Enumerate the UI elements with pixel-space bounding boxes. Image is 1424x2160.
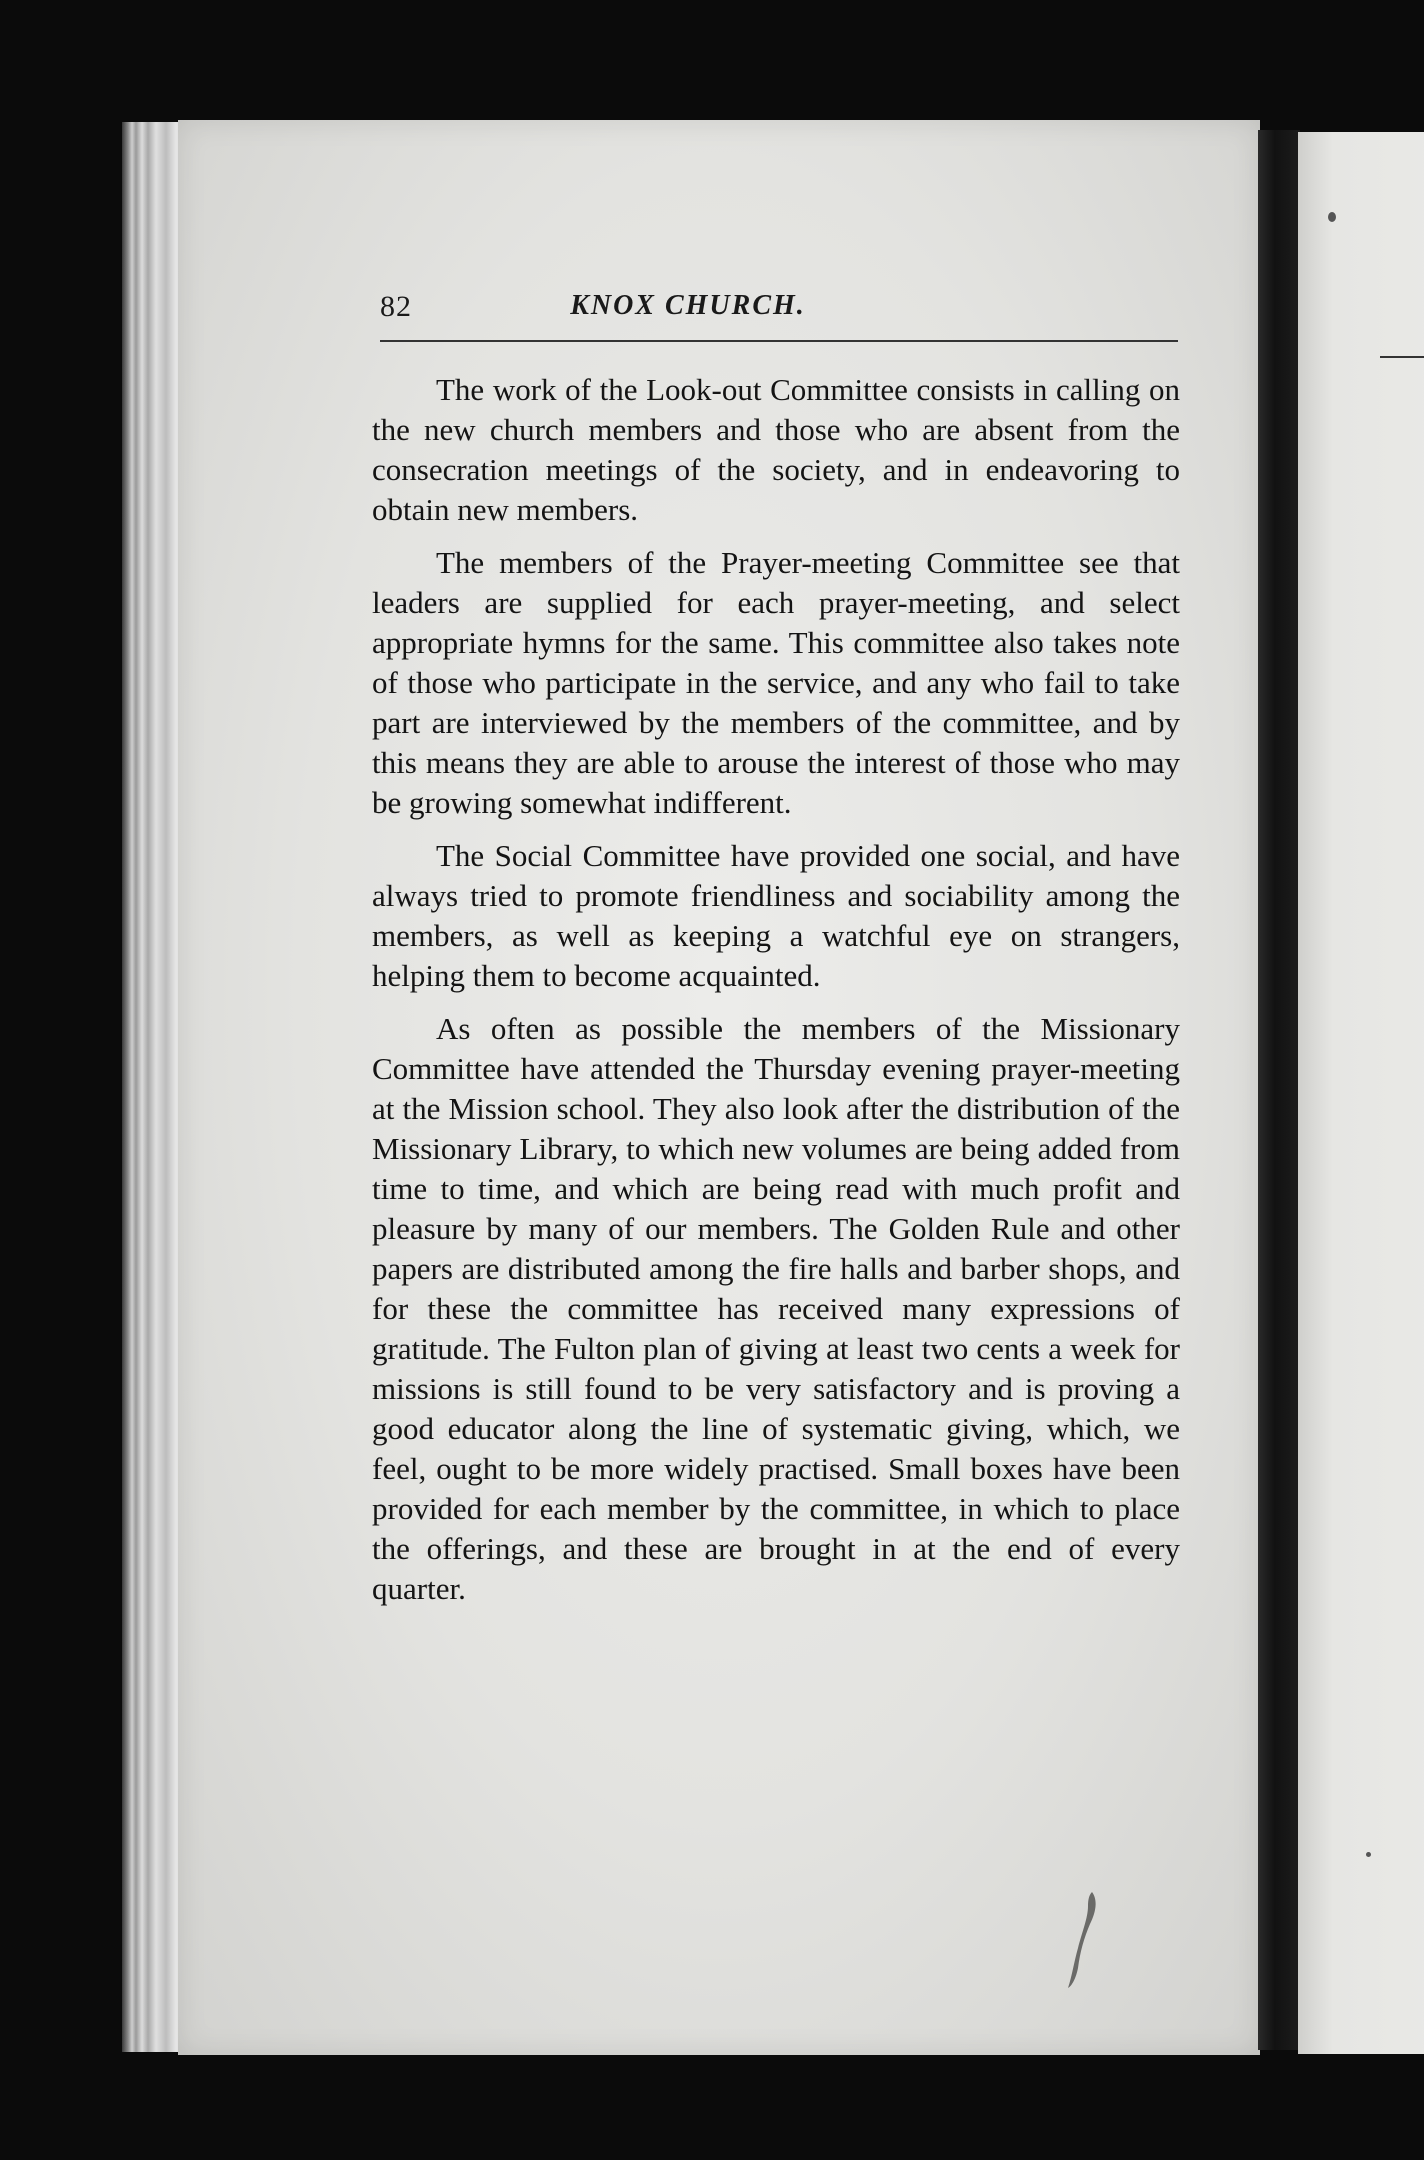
paragraph-lookout-committee: The work of the Look-out Committee consists in calling on the new church members and those who are absent from the consecration meetings of the society, and in endeavoring to obtain new members.	[372, 372, 1180, 527]
book-gutter	[1258, 130, 1300, 2050]
paragraph-prayer-meeting-committee: The members of the Prayer-meeting Committee see that leaders are supplied for each prayer-meeting, and select appropriate hymns for the same. This committee also takes note of those who participate in the service, and any who fail to take part are interviewed by the members of the committee, and by this means they are able to arouse the interest of those who may be growing somewhat indifferent.	[372, 545, 1180, 820]
page-header	[200, 290, 1176, 330]
facing-page	[1298, 132, 1424, 2054]
header-rule	[380, 340, 1178, 342]
running-head: KNOX CHURCH.	[570, 290, 806, 321]
dust-speck	[1366, 1852, 1371, 1857]
facing-page-rule	[1380, 356, 1424, 358]
paragraph-missionary-committee: As often as possible the members of the Missionary Committee have attended the Thursday evening prayer-meeting at the Mission school. They also look after the distribution of the Missionary Library, to which new volumes are being added from time to time, and which are being read with much profit and pleasure by many of our members. The Golden Rule and other papers are distributed among the fire halls and barber shops, and for these the committee has received many expressions of gratitude. The Fulton plan of giving at least two cents a week for missions is still found to be very satisfactory and is proving a good educator along the line of systematic giving, which, we feel, ought to be more widely practised. Small boxes have been provided for each member by the committee, in which to place the offerings, and these are brought in at the end of every quarter.	[372, 1011, 1180, 1606]
page-number: 82	[380, 290, 412, 323]
paragraph-social-committee: The Social Committee have provided one social, and have always tried to promote friendliness and sociability among the members, as well as keeping a watchful eye on strangers, helping them to become acquainted.	[372, 838, 1180, 993]
page-stack-edges	[122, 122, 184, 2052]
ink-stain	[1062, 1890, 1112, 1990]
dust-speck	[1328, 212, 1336, 222]
body-text	[372, 370, 1180, 1622]
